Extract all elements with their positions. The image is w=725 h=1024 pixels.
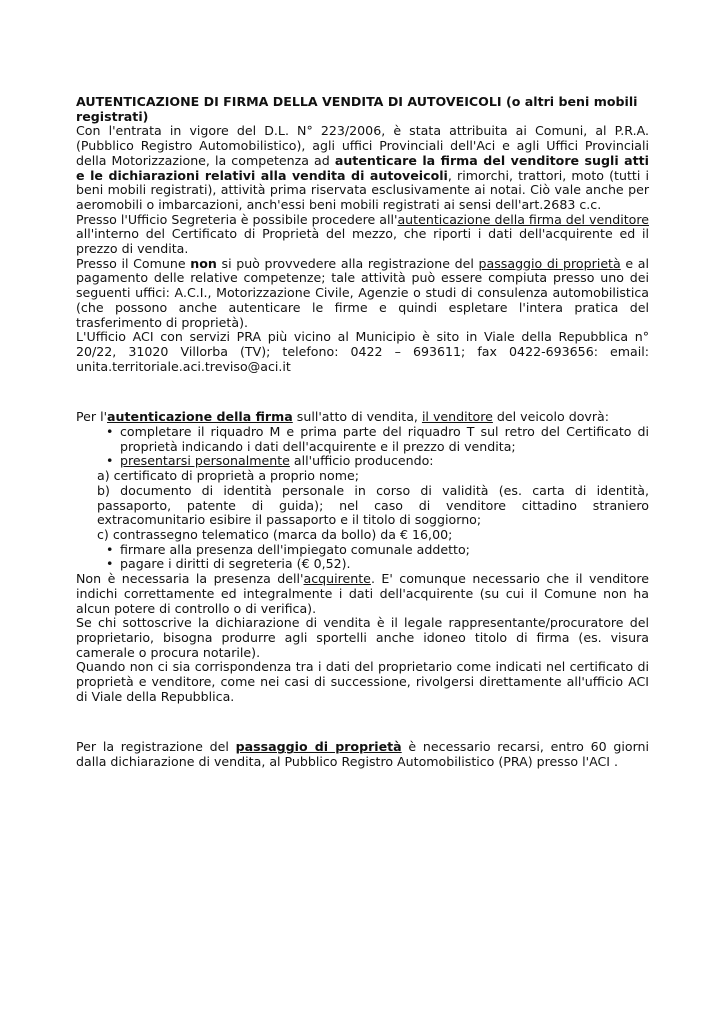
sub-item-a: a) certificato di proprietà a proprio nome; [97,468,359,484]
paragraph-registrazione [76,740,649,769]
text-span: , rimorchi, trattori, moto (tutti i beni mobili registrati), attività prima riservata esclusivamente ai notai. Ciò vale anche per aeromobili o imbarcazioni, anch'essi beni mobili registrati ai sensi dell'art.2683 c.c. [76,167,649,212]
text-span: sull'atto di vendita, [292,409,422,425]
requirements-list [76,425,649,572]
sub-item-c: c) contrassegno telematico (marca da bollo) da € 16,00; [97,526,453,542]
text-span: all'interno del Certificato di Proprietà del mezzo, che riporti i dati dell'acquirente ed il prezzo di vendita. [76,226,649,257]
paragraph-comune [76,257,649,331]
sub-item-b: b) documento di identità personale in corso di validità (es. carta di identità, passaporto, patente di guida); nel caso di venditore cittadino straniero extracomunitario esibire il passaporto e il titolo di soggiorno; [97,482,649,528]
bold-text: autenticare la firma del venditore sugli atti e le dichiarazioni relativi alla vendita di autoveicoli [76,152,649,183]
sub-list [97,469,649,543]
underlined-text: autenticazione della firma del venditore [397,211,650,227]
list-item: • firmare alla presenza dell'impiegato comunale addetto; [120,543,649,558]
list-item: • completare il riquadro M e prima parte del riquadro T sul retro del Certificato di proprietà indicando i dati dell'acquirente e il prezzo di vendita; [120,425,649,454]
bold-underlined-text: autenticazione della firma [107,409,293,425]
spacer [76,704,649,740]
text-span: Presso il Comune [76,255,191,271]
text-span: si può provvedere alla registrazione del [216,255,479,271]
bold-text: non [190,255,217,271]
text-span: Non è necessaria la presenza dell' [76,571,304,587]
text-span: Presso l'Ufficio Segreteria è possibile procedere all' [76,211,398,227]
paragraph-intro [76,124,649,212]
underlined-text: passaggio di proprietà [478,255,621,271]
paragraph-aci-contacts: L'Ufficio ACI con servizi PRA più vicino al Municipio è sito in Viale della Repubblica n° 20/22, 31020 Villorba (TV); telefono: 0422 – 693611; fax 0422-693656: email: unita.territoriale.aci.treviso@aci.it [76,329,649,374]
text-span: e al pagamento delle relative competenze; tale attività può essere compiuta presso uno dei seguenti uffici: A.C.I., Motorizzazione Civile, Agenzie o studi di consulenza automobilistica (che possono anche autenticare le firme e quindi espletare l'intera pratica del trasferimento di proprietà). [76,255,649,330]
text-span: Per l' [76,409,108,425]
paragraph-autenticazione [76,410,649,425]
text-span: Per la registrazione del [76,739,236,755]
bold-underlined-text: passaggio di proprietà [235,739,402,755]
document-page [76,95,649,770]
paragraph-segreteria [76,213,649,257]
paragraph-procuratore: Se chi sottoscrive la dichiarazione di vendita è il legale rappresentante/procuratore del proprietario, bisogna produrre agli sportelli anche idoneo titolo di firma (es. visura camerale o procura notarile). [76,615,649,660]
underlined-text: il venditore [421,409,493,425]
text-span: . E' comunque necessario che il venditore indichi correttamente ed integralmente i dati dell'acquirente (su cui il Comune non ha alcun potere di controllo o di verifica). [76,571,649,616]
text-span: del veicolo dovrà: [492,409,609,425]
list-item: • pagare i diritti di segreteria (€ 0,52). [120,557,649,572]
underlined-text: acquirente [303,571,371,587]
paragraph-successione: Quando non ci sia corrispondenza tra i dati del proprietario come indicati nel certificato di proprietà e venditore, come nei casi di successione, rivolgersi direttamente all'ufficio ACI di Viale della Repubblica. [76,659,649,704]
text-span: Con l'entrata in vigore del D.L. N° 223/2006, è stata attribuita ai Comuni, al P.R.A. (Pubblico Registro Automobilistico), agli uffici Provinciali dell'Aci e agli Uffici Provinciali della Motorizzazione, la competenza ad [76,123,649,168]
underlined-text: presentarsi personalmente [120,453,290,469]
spacer [76,374,649,410]
list-item [97,453,649,542]
document-title: AUTENTICAZIONE DI FIRMA DELLA VENDITA DI AUTOVEICOLI (o altri beni mobili registrati) [76,94,638,124]
text-span: è necessario recarsi, entro 60 giorni dalla dichiarazione di vendita, al Pubblico Registro Automobilistico (PRA) presso l'ACI . [76,739,650,770]
text-span: all'ufficio producendo: [289,453,434,469]
paragraph-acquirente [76,572,649,616]
